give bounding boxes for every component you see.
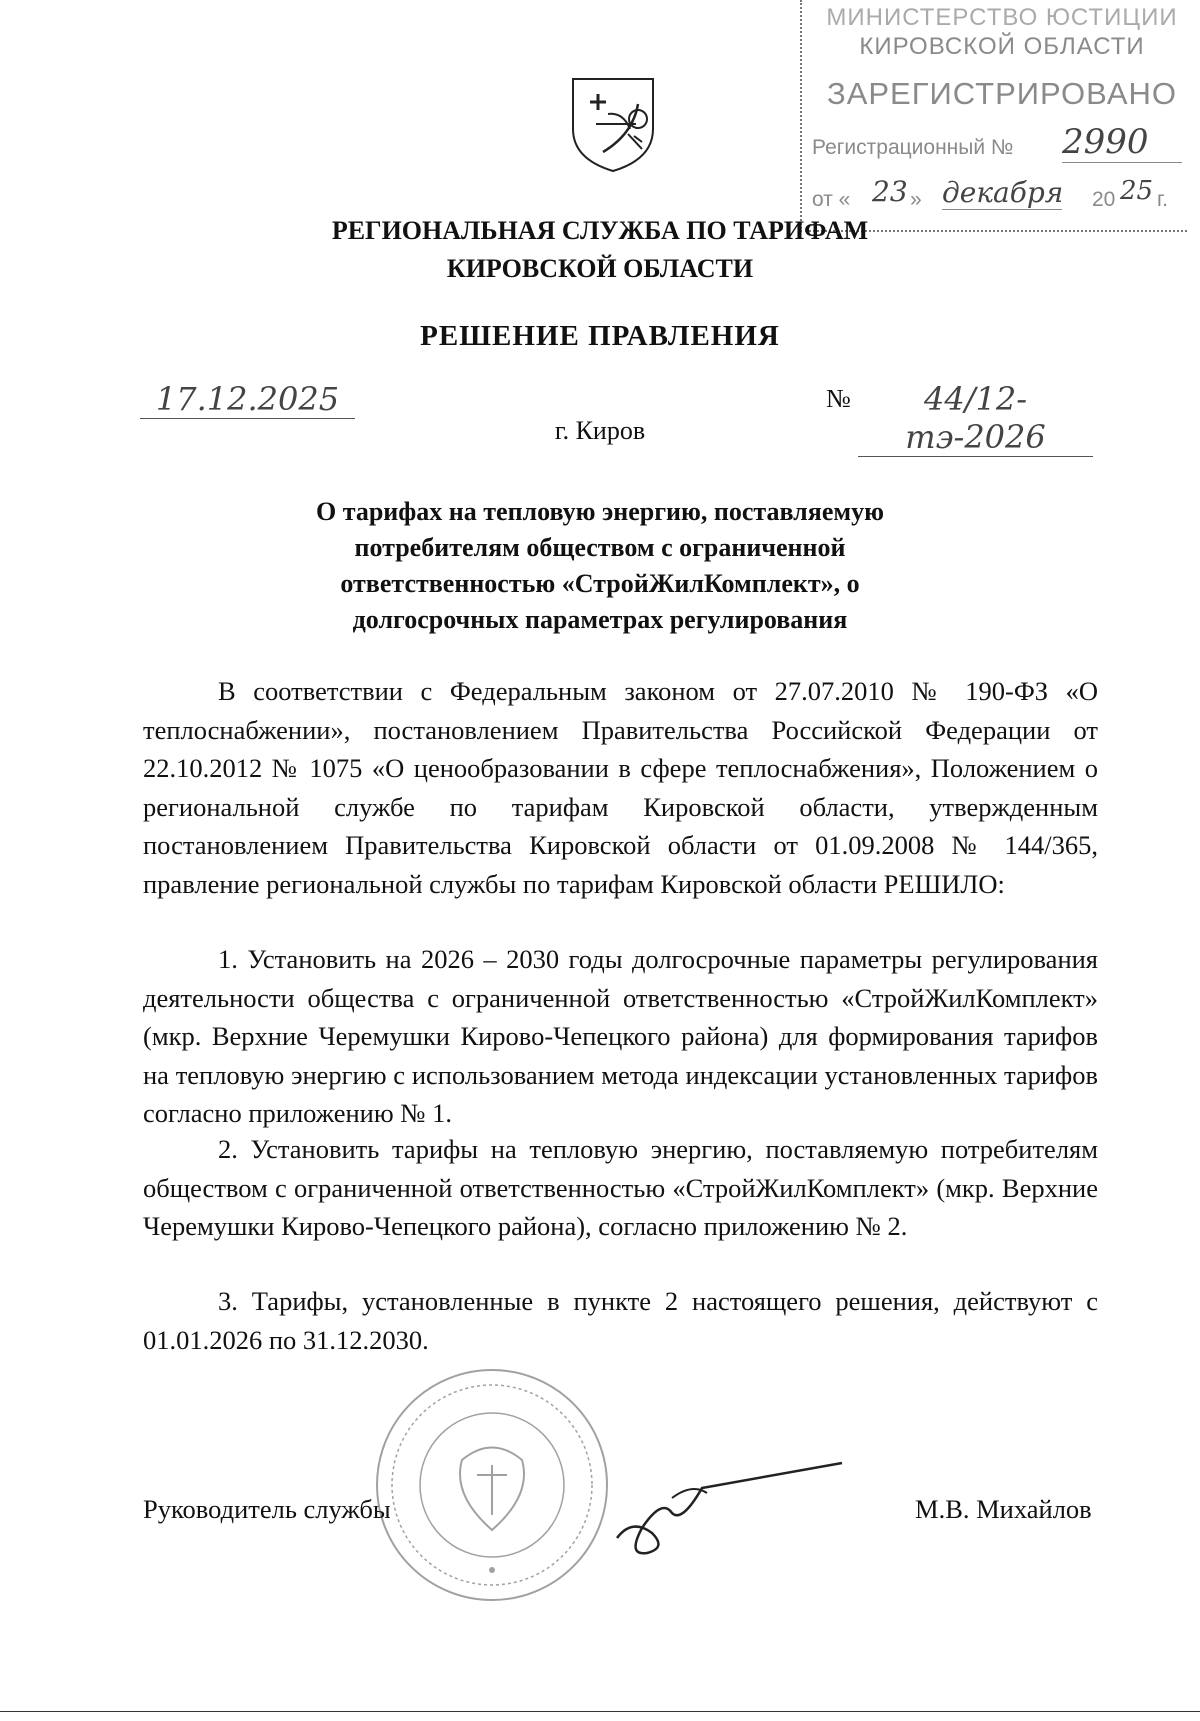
document-date: 17.12.2025 [140,380,355,419]
decision-item-2: 2. Установить тарифы на тепловую энергию, поставляемую потребителям обществом с ограниченной ответственностью «СтройЖилКомплект» (мкр. Верхние Черемушки Кирово-Чепецкого района), согласно приложению № 2. [143,1134,1098,1241]
intro-paragraph: В соответствии с Федеральным законом от 27.07.2010 № 190-ФЗ «О теплоснабжении», постановлением Правительства Российской Федерации от 22.10.2012 № 1075 «О ценообразовании в сфере теплоснабжения», Положением о региональной службе по тарифам Кировской области, утвержденным постановлением Правительства Кировской области от 01.09.2008 № 144/365, правление региональной службы по тарифам Кировской области РЕШИЛО: [143,676,1098,899]
stamp-registered-line: ЗАРЕГИСТРИРОВАНО [826,76,1177,111]
organization-name-line1: РЕГИОНАЛЬНАЯ СЛУЖБА ПО ТАРИФАМ [331,216,869,245]
signature-icon [612,1458,852,1568]
signer-position: Руководитель службы [143,1494,391,1524]
official-seal-icon [372,1365,612,1605]
stamp-ministry-line: МИНИСТЕРСТВО ЮСТИЦИИ [826,4,1178,31]
stamp-day: 23 [872,175,908,208]
document-subject: О тарифах на тепловую энергию, поставляемую потребителям обществом с ограниченной ответственностью «СтройЖилКомплект», о долгосрочных параметрах регулирования [316,497,884,634]
stamp-date-prefix: от « [812,188,851,211]
stamp-number-label: Регистрационный № [812,136,1014,159]
decision-item-3: 3. Тарифы, установленные в пункте 2 настоящего решения, действуют с 01.01.2026 по 31.12.2030. [143,1286,1098,1355]
document-number: 44/12-тэ-2026 [858,380,1093,457]
decision-item-1: 1. Установить на 2026 – 2030 годы долгосрочные параметры регулирования деятельности общества с ограниченной ответственностью «СтройЖилКомплект» (мкр. Верхние Черемушки Кирово-Чепецкого района) для формирования тарифов на тепловую энергию с использованием метода индексации установленных тарифов согласно приложению № 1. [143,944,1098,1128]
organization-name [0,212,1200,288]
registration-stamp [800,0,1187,232]
stamp-year-suffix: 25 [1120,176,1154,206]
organization-name-line2: КИРОВСКОЙ ОБЛАСТИ [446,254,754,283]
stamp-year-unit: г. [1157,188,1168,211]
document-city: г. Киров [554,416,646,445]
document-type: РЕШЕНИЕ ПРАВЛЕНИЯ [420,320,780,352]
signer-name: М.В. Михайлов [915,1494,1092,1524]
bottom-divider [0,1711,1200,1712]
stamp-registration-number: 2990 [1062,122,1182,163]
coat-of-arms-icon [568,74,658,174]
stamp-month: декабря [942,176,1064,209]
document-number-sign: № [826,384,851,413]
stamp-day-close: » [910,188,922,211]
stamp-year-prefix: 20 [1092,188,1116,211]
stamp-date-line [812,188,850,212]
stamp-region-line: КИРОВСКОЙ ОБЛАСТИ [859,33,1145,60]
